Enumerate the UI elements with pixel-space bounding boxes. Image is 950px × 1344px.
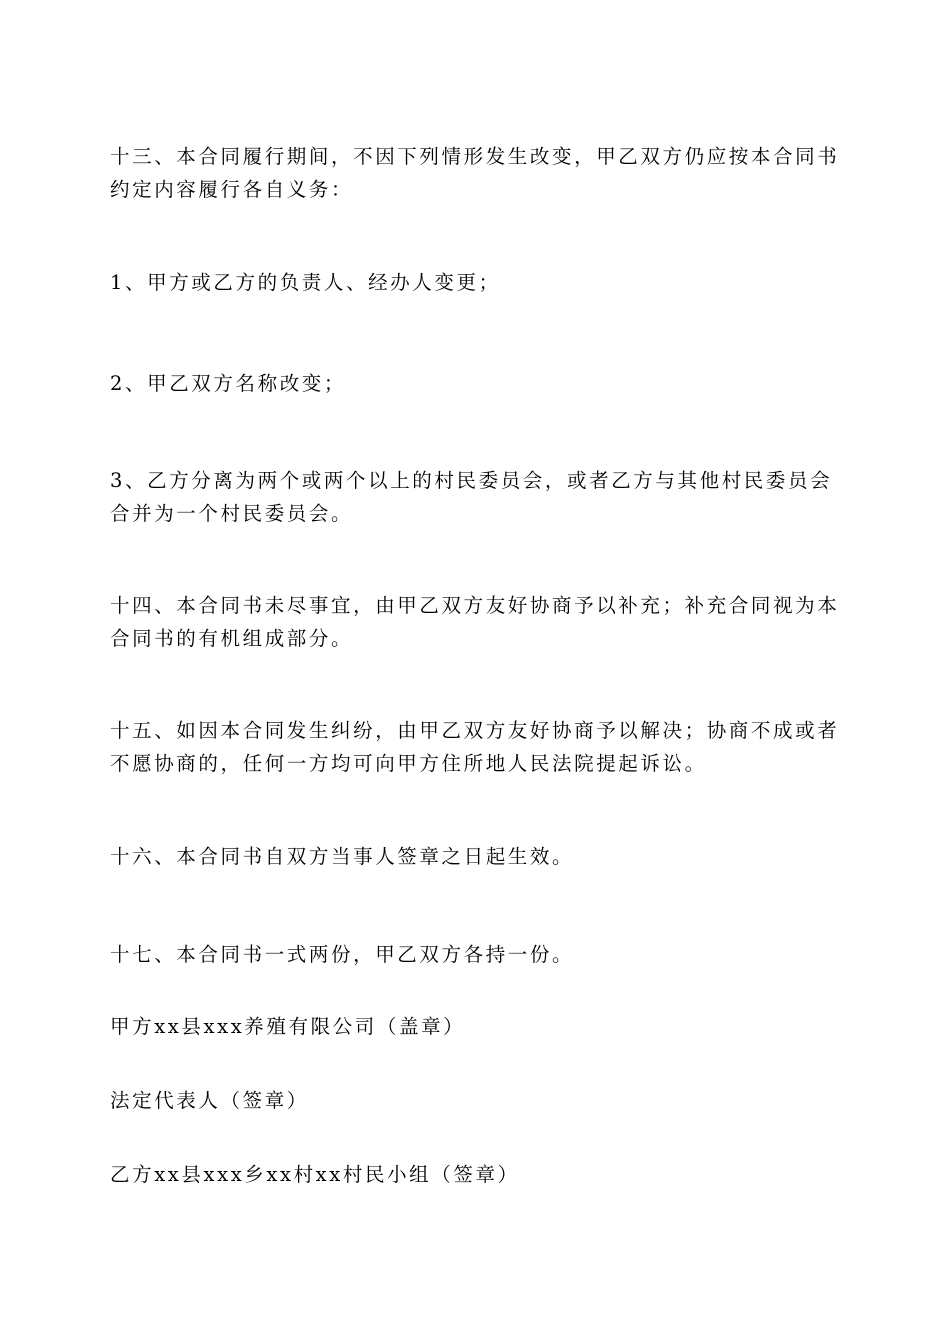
legal-representative-signature-line: 法定代表人（签章） xyxy=(110,1089,309,1112)
clause-14-text: 十四、本合同书未尽事宜，由甲乙双方友好协商予以补充；补充合同视为本合同书的有机组成部分。 xyxy=(110,594,840,650)
clause-13-text: 十三、本合同履行期间，不因下列情形发生改变，甲乙双方仍应按本合同书约定内容履行各自义务： xyxy=(110,145,840,201)
clause-15-text: 十五、如因本合同发生纠纷，由甲乙双方友好协商予以解决；协商不成或者不愿协商的，任何一方均可向甲方住所地人民法院提起诉讼。 xyxy=(110,719,840,775)
clause-17-text: 十七、本合同书一式两份，甲乙双方各持一份。 xyxy=(110,943,575,966)
clause-16-text: 十六、本合同书自双方当事人签章之日起生效。 xyxy=(110,845,575,868)
item-3-text: 3、乙方分离为两个或两个以上的村民委员会，或者乙方与其他村民委员会合并为一个村民委员会。 xyxy=(110,469,833,525)
party-a-signature-line: 甲方xx县xxx养殖有限公司（盖章） xyxy=(110,1015,466,1038)
item-1-text: 1、甲方或乙方的负责人、经办人变更； xyxy=(110,271,501,294)
party-b-signature-line: 乙方xx县xxx乡xx村xx村民小组（签章） xyxy=(110,1163,520,1186)
item-2-text: 2、甲乙双方名称改变； xyxy=(110,372,347,395)
